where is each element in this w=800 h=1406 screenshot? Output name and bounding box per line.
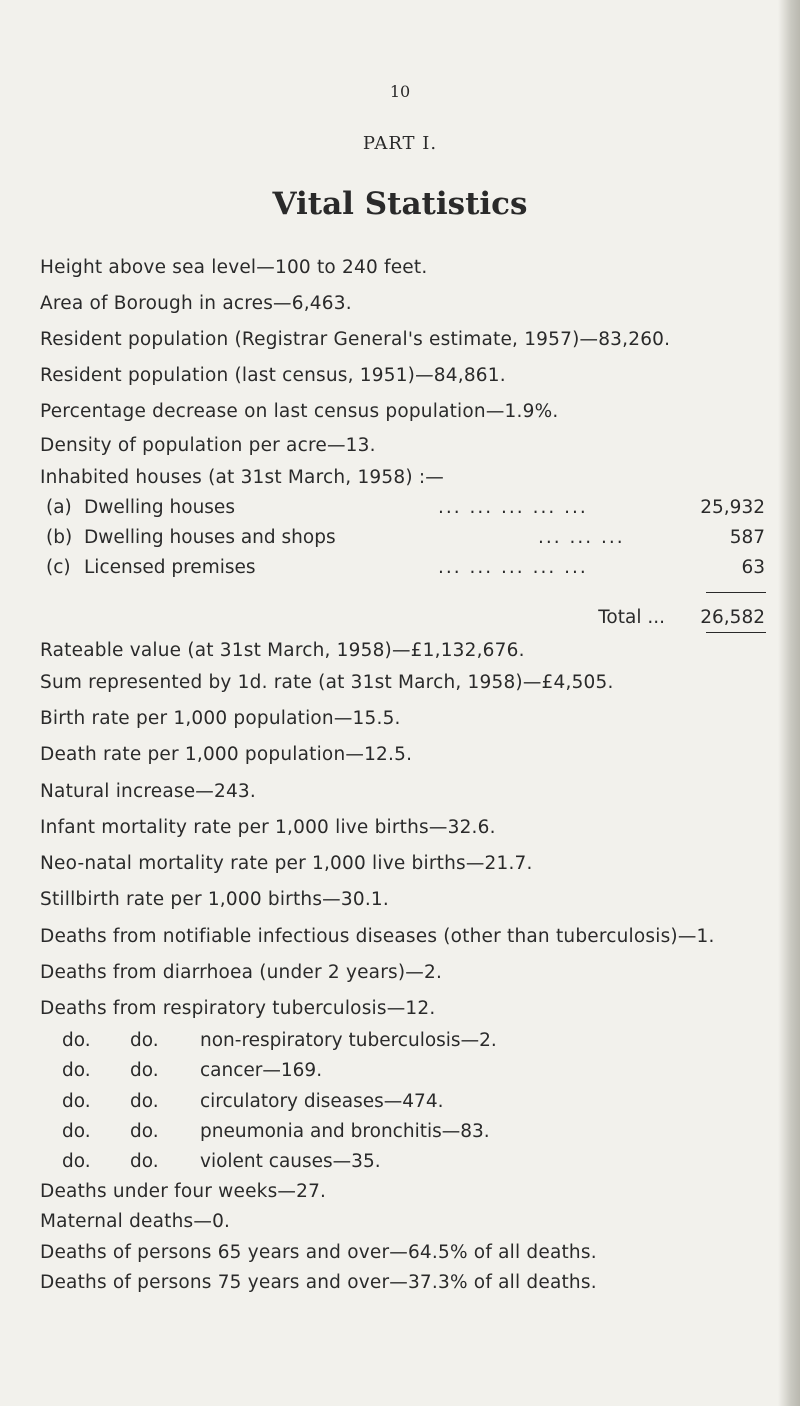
stat-line: Deaths from respiratory tuberculosis—12. bbox=[40, 998, 436, 1019]
house-item-text: Dwelling houses bbox=[84, 497, 235, 518]
ditto-row-text: non-respiratory tuberculosis—2. bbox=[200, 1030, 497, 1051]
ditto-mark: do. bbox=[130, 1121, 159, 1142]
stat-line: Deaths from diarrhoea (under 2 years)—2. bbox=[40, 962, 443, 983]
stat-line: Sum represented by 1d. rate (at 31st March, 1958)—£4,505. bbox=[40, 672, 614, 693]
house-item-label: (b) bbox=[46, 527, 73, 548]
stat-line: Resident population (Registrar General's estimate, 1957)—83,260. bbox=[40, 329, 671, 350]
ditto-mark: do. bbox=[130, 1151, 159, 1172]
ditto-row-text: cancer—169. bbox=[200, 1060, 323, 1081]
house-item-label: (c) bbox=[46, 557, 71, 578]
stat-line: Deaths under four weeks—27. bbox=[40, 1181, 327, 1202]
part-heading: PART I. bbox=[362, 133, 438, 154]
page-title: Vital Statistics bbox=[272, 186, 528, 222]
stat-line: Density of population per acre—13. bbox=[40, 435, 376, 456]
ditto-mark: do. bbox=[130, 1091, 159, 1112]
stat-line: Deaths of persons 65 years and over—64.5% of all deaths. bbox=[40, 1242, 597, 1263]
leader-dots: ... ... ... ... ... bbox=[438, 557, 588, 578]
ditto-mark: do. bbox=[62, 1030, 91, 1051]
house-item-text: Dwelling houses and shops bbox=[84, 527, 336, 548]
stat-line: Deaths from notifiable infectious diseases (other than tuberculosis)—1. bbox=[40, 926, 715, 947]
leader-dots: ... ... ... bbox=[538, 527, 625, 548]
ditto-row-text: circulatory diseases—474. bbox=[200, 1091, 444, 1112]
house-item-label: (a) bbox=[46, 497, 72, 518]
ditto-row-text: violent causes—35. bbox=[200, 1151, 381, 1172]
total-rule bbox=[706, 632, 766, 633]
ditto-mark: do. bbox=[130, 1060, 159, 1081]
stat-line: Inhabited houses (at 31st March, 1958) :— bbox=[40, 467, 444, 488]
total-value: 26,582 bbox=[700, 607, 765, 628]
stat-line: Stillbirth rate per 1,000 births—30.1. bbox=[40, 889, 389, 910]
total-label: Total ... bbox=[598, 607, 665, 628]
stat-line: Death rate per 1,000 population—12.5. bbox=[40, 744, 413, 765]
stat-line: Neo-natal mortality rate per 1,000 live births—21.7. bbox=[40, 853, 533, 874]
ditto-mark: do. bbox=[62, 1121, 91, 1142]
stat-line: Infant mortality rate per 1,000 live births—32.6. bbox=[40, 817, 496, 838]
ditto-mark: do. bbox=[62, 1091, 91, 1112]
ditto-mark: do. bbox=[62, 1151, 91, 1172]
ditto-mark: do. bbox=[130, 1030, 159, 1051]
stat-line: Resident population (last census, 1951)—84,861. bbox=[40, 365, 506, 386]
stat-line: Maternal deaths—0. bbox=[40, 1211, 231, 1232]
page-number: 10 bbox=[389, 82, 411, 101]
stat-line: Percentage decrease on last census population—1.9%. bbox=[40, 401, 559, 422]
ditto-mark: do. bbox=[62, 1060, 91, 1081]
sum-rule bbox=[706, 592, 766, 593]
stat-line: Height above sea level—100 to 240 feet. bbox=[40, 257, 428, 278]
ditto-row-text: pneumonia and bronchitis—83. bbox=[200, 1121, 490, 1142]
house-item-value: 25,932 bbox=[700, 497, 765, 518]
house-item-text: Licensed premises bbox=[84, 557, 256, 578]
stat-line: Deaths of persons 75 years and over—37.3% of all deaths. bbox=[40, 1272, 597, 1293]
stat-line: Natural increase—243. bbox=[40, 781, 256, 802]
leader-dots: ... ... ... ... ... bbox=[438, 497, 588, 518]
house-item-value: 587 bbox=[729, 527, 765, 548]
stat-line: Rateable value (at 31st March, 1958)—£1,132,676. bbox=[40, 640, 525, 661]
stat-line: Birth rate per 1,000 population—15.5. bbox=[40, 708, 401, 729]
house-item-value: 63 bbox=[741, 557, 765, 578]
stat-line: Area of Borough in acres—6,463. bbox=[40, 293, 352, 314]
